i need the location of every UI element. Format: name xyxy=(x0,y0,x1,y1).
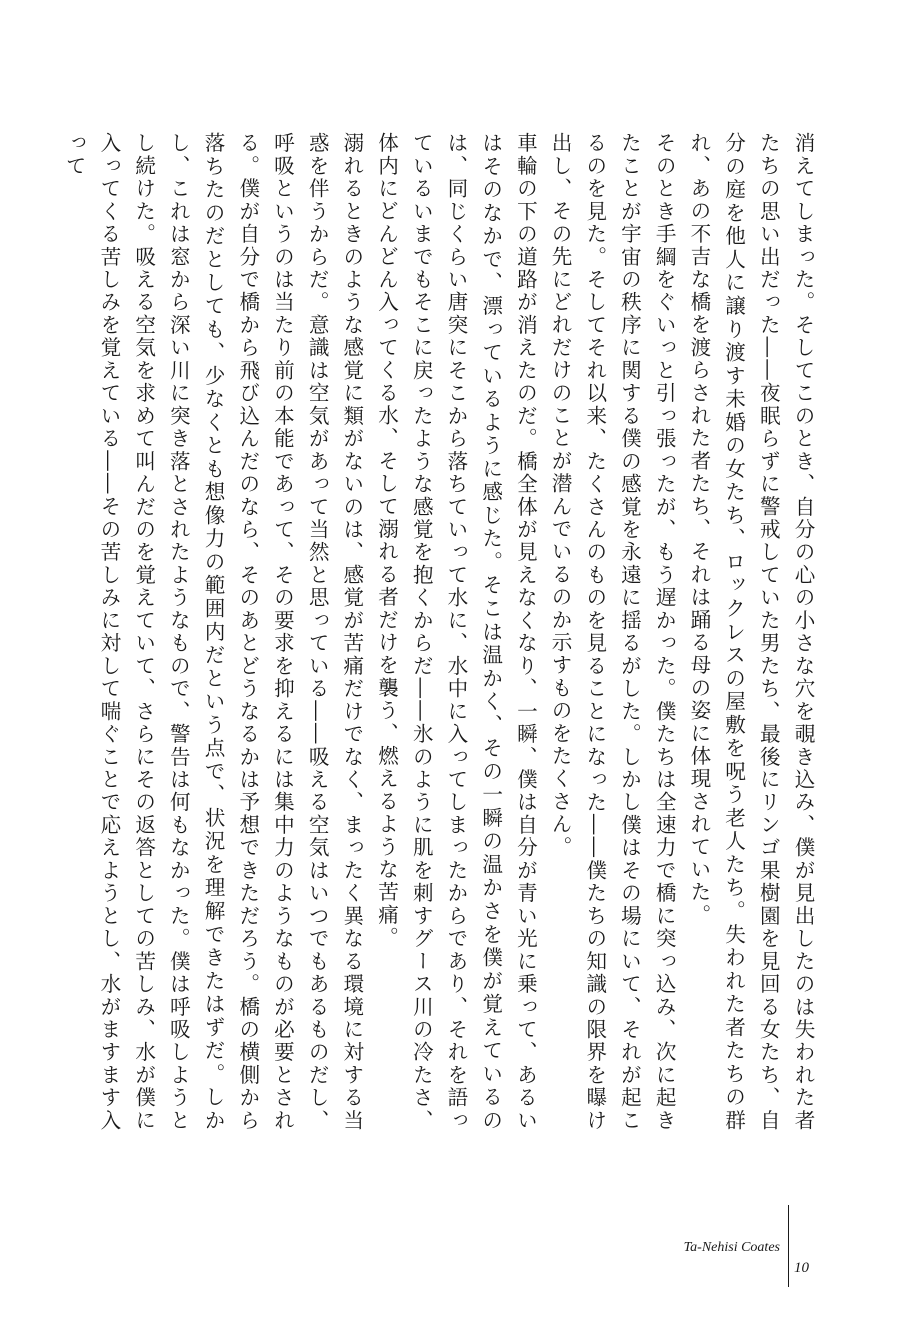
paragraph: 車輪の下の道路が消えたのだ。橋全体が見えなくなり、一瞬、僕は自分が青い光に乗って、あるいはそのなかで、漂っているように感じた。そこは温かく、その一瞬の温かさを僕が覚えているのは、同じくらい唐突にそこから落ちていって水に、水中に入ってしまったからであり、それを語っているいまでもそこに戻ったような感覚を抱くからだ――氷のように肌を刺すグース川の冷たさ、体内にどんどん入ってくる水、そして溺れる者だけを襲う、燃えるような苦痛。 xyxy=(374,132,538,1132)
paragraph: 消えてしまった。そしてこのとき、自分の心の小さな穴を覗き込み、僕が見出したのは失われた者たちの思い出だった――夜眠らずに警戒していた男たち、最後にリンゴ果樹園を見回る女たち、自分の庭を他人に譲り渡す未婚の女たち、ロックレスの屋敷を呪う老人たち。失われた者たちの群れ、あの不吉な橋を渡らされた者たち、それは踊る母の姿に体現されていた。 xyxy=(686,132,815,1132)
page-number: 10 xyxy=(794,1260,809,1276)
body-text xyxy=(62,132,820,1132)
running-footer-author: Ta-Nehisi Coates xyxy=(683,1240,780,1255)
paragraph: 溺れるときのような感覚に類がないのは、感覚が苦痛だけでなく、まったく異なる環境に対する当惑を伴うからだ。意識は空気があって当然と思っている――吸える空気はいつでもあるものだし、呼吸というのは当たり前の本能であって、その要求を抑えるには集中力のようなものが必要とされる。僕が自分で橋から飛び込んだのなら、そのあとどうなるかは予想できただろう。橋の横側から落ちたのだとしても、少なくとも想像力の範囲内だという点で、状況を理解できたはずだ。しかし、これは窓から深い川に突き落とされたようなもので、警告は何もなかった。僕は呼吸しようとし続けた。吸える空気を求めて叫んだのを覚えていて、さらにその返答としての苦しみ、水が僕に入ってくる苦しみを覚えている――その苦しみに対して喘ぐことで応えようとし、水がますます入って xyxy=(62,132,364,1132)
paragraph: そのとき手綱をぐいっと引っ張ったが、もう遅かった。僕たちは全速力で橋に突っ込み、次に起きたことが宇宙の秩序に関する僕の感覚を永遠に揺るがした。しかし僕はその場にいて、それが起こるのを見た。そしてそれ以来、たくさんのものを見ることになった――僕たちの知識の限界を曝け出し、その先にどれだけのことが潜んでいるのか示すものをたくさん。 xyxy=(548,132,677,1132)
footer-divider xyxy=(788,1205,789,1287)
